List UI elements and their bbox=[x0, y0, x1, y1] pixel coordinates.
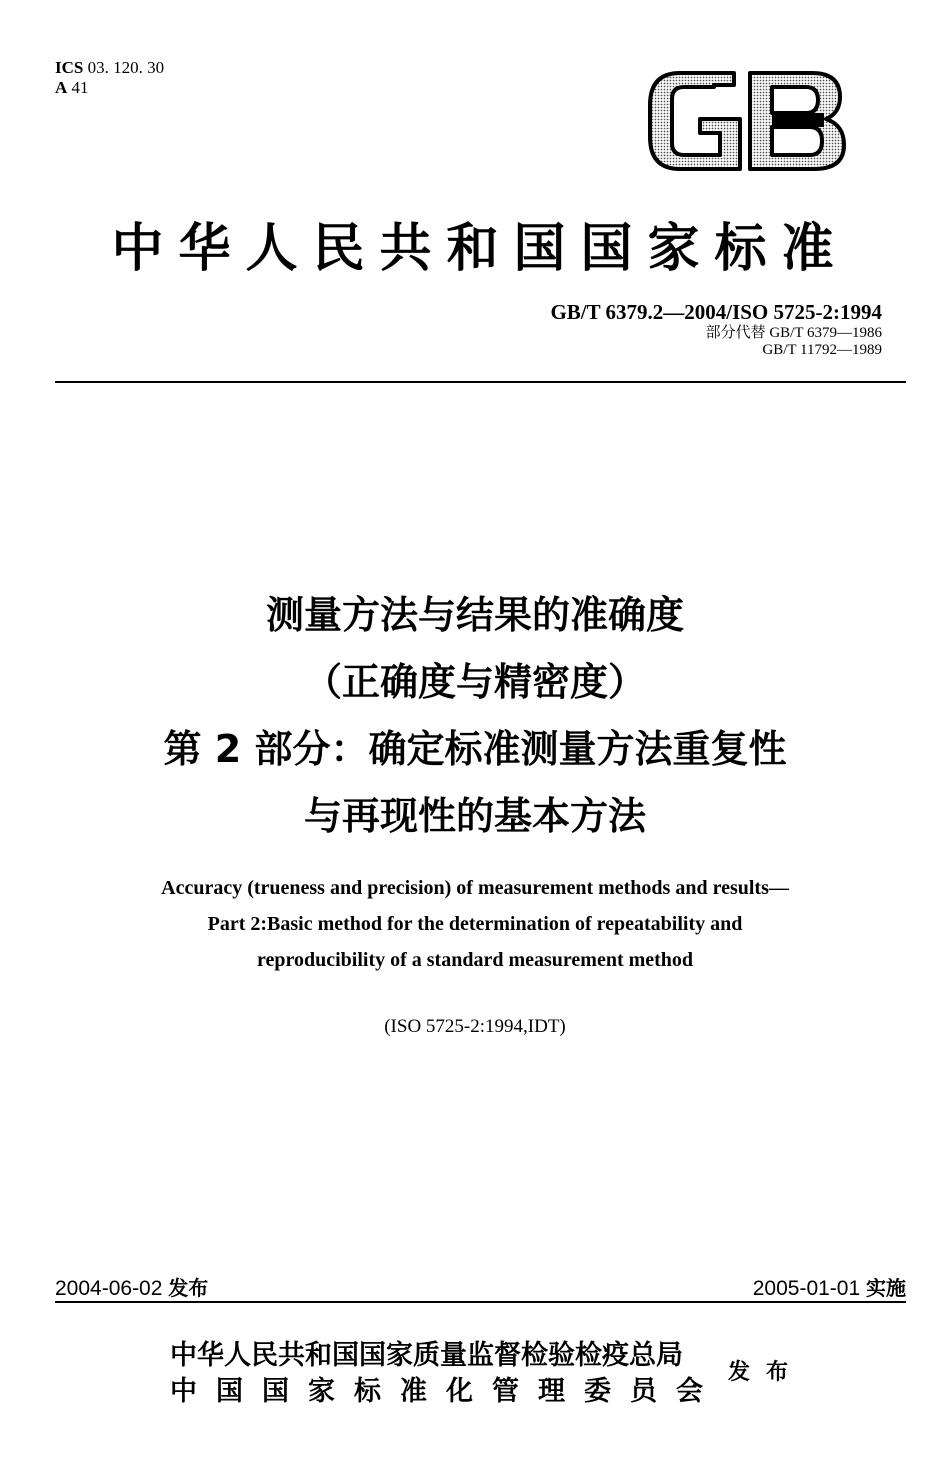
english-title-line-3: reproducibility of a standard measurement method bbox=[256, 949, 694, 971]
issue-date-value: 2004-06-02 bbox=[55, 1277, 163, 1300]
chinese-title-line-1: 测量方法与结果的准确度 bbox=[265, 593, 684, 637]
gb-logo bbox=[642, 67, 848, 175]
replaces-line-1: 部分代替 GB/T 6379—1986 bbox=[705, 325, 882, 341]
chinese-title bbox=[0, 582, 950, 850]
issue-date-label: 发布 bbox=[168, 1276, 209, 1300]
implementation-date-value: 2005-01-01 bbox=[752, 1277, 861, 1300]
logo-letter-g bbox=[650, 73, 740, 169]
english-title-line-1: Accuracy (trueness and precision) of measurement methods and results— bbox=[161, 877, 789, 899]
class-value: 41 bbox=[71, 78, 89, 97]
top-divider bbox=[55, 381, 906, 383]
iso-equivalence: (ISO 5725-2:1994,IDT) bbox=[384, 1016, 566, 1037]
replaces-line-2: GB/T 11792—1989 bbox=[762, 342, 882, 358]
issuer-line-1: 中华人民共和国国家质量监督检验检疫总局 bbox=[170, 1340, 683, 1371]
ics-value: 03. 120. 30 bbox=[87, 58, 165, 77]
standard-number-block bbox=[550, 300, 882, 359]
ics-label: ICS bbox=[55, 58, 84, 77]
classification-codes bbox=[55, 58, 164, 98]
chinese-title-line-2: （正确度与精密度） bbox=[303, 660, 646, 704]
publish-label: 发布 bbox=[728, 1360, 805, 1385]
implementation-date-label: 实施 bbox=[866, 1276, 906, 1300]
bottom-divider bbox=[55, 1301, 906, 1303]
issuing-authorities bbox=[170, 1338, 722, 1410]
issuer-line-2: 中国国家标准化管理委员会 bbox=[170, 1376, 722, 1407]
chinese-title-line-4: 与再现性的基本方法 bbox=[303, 794, 646, 838]
implementation-date bbox=[753, 1272, 906, 1301]
class-label: A bbox=[55, 78, 68, 97]
english-title-line-2: Part 2:Basic method for the determination of repeatability and bbox=[207, 913, 743, 935]
logo-text: GB bbox=[745, 137, 747, 138]
english-title bbox=[0, 870, 950, 978]
standard-number: GB/T 6379.2—2004/ISO 5725-2:1994 bbox=[550, 300, 882, 324]
issue-date bbox=[55, 1272, 208, 1301]
chinese-title-line-3: 第 2 部分：确定标准测量方法重复性 bbox=[163, 727, 787, 771]
national-standard-title: 中华人民共和国国家标准 bbox=[111, 219, 849, 279]
